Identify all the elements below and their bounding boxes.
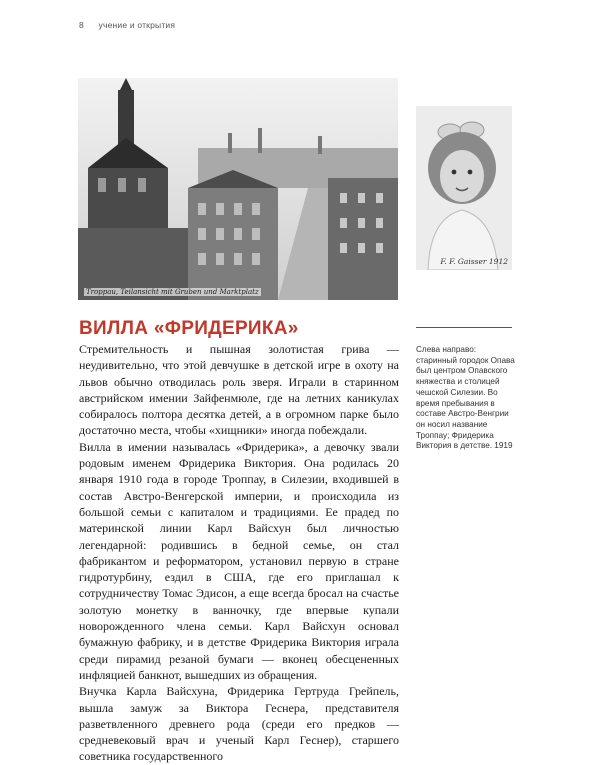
section-heading: ВИЛЛА «ФРИДЕРИКА» [79, 318, 299, 339]
girl-portrait-icon [416, 106, 512, 270]
photo-handwritten-caption: Troppau, Teilansicht mit Gruben und Marktplatz [86, 288, 259, 296]
photo-signature: F. F. Gaisser 1912 [440, 257, 508, 266]
paragraph-1: Стремительность и пышная золотистая грива — неудивительно, что этой девчушке в детской игре в охоту на львов обычно отводилась роль зверя. Играли в старинном австрийском имении Зайфенмюле, где на летних каникулах собиралось полтора десятка детей, а в огромном парке было достаточно места, чтобы «хищники» иногда побеждали. [79, 342, 399, 438]
photo-caption: Слева направо: старинный городок Опава был центром Опавского княжества и столицей чешской Силезии. Во время пребывания в составе Австро-Венгрии он носил название Троппау; Фридерика Виктория в детстве. 1919 [416, 345, 515, 451]
running-header [79, 20, 175, 30]
section-title: учение и открытия [98, 20, 176, 30]
portrait-photo [416, 106, 512, 270]
article-body [79, 341, 399, 765]
caption-divider [416, 327, 512, 328]
cityscape-photo [78, 78, 398, 300]
paragraph-2: Вилла в имении называлась «Фридерика», а девочку звали родовым именем Фридерика Виктория. Она родилась 20 января 1910 года в городе Троппау, в Силезии, входившей в состав Австро-Венгерской империи, и происходила из большой семьи с капиталом и традициями. Ее прадед по материнской линии Карл Вайсхун был личностью легендарной: родившись в бедной семье, он стал фабрикантом и реформатором, установил первую в стране гидротурбину, ездил в США, где его приглашал к сотрудничеству Томас Эдисон, а еще всегда бросал на счастье золотую монетку в ванночку, где впервые купали новорожденного члена семьи. Карл Вайсхун основал бумажную фабрику, и в детстве Фридерика Виктория играла среди пирамид резаной бумаги — вконец обесцененных инфляцией банкнот, вышедших из обращения. [79, 439, 399, 682]
cityscape-illustration-icon [78, 78, 398, 300]
paragraph-3: Внучка Карла Вайсхуна, Фридерика Гертруда Грейпель, вышла замуж за Виктора Геснера, представителя разветвленного древнего рода (среди его предков — средневековый врач и ученый Карл Геснер), старшего советника государственного [79, 684, 399, 764]
page-number: 8 [79, 20, 84, 30]
